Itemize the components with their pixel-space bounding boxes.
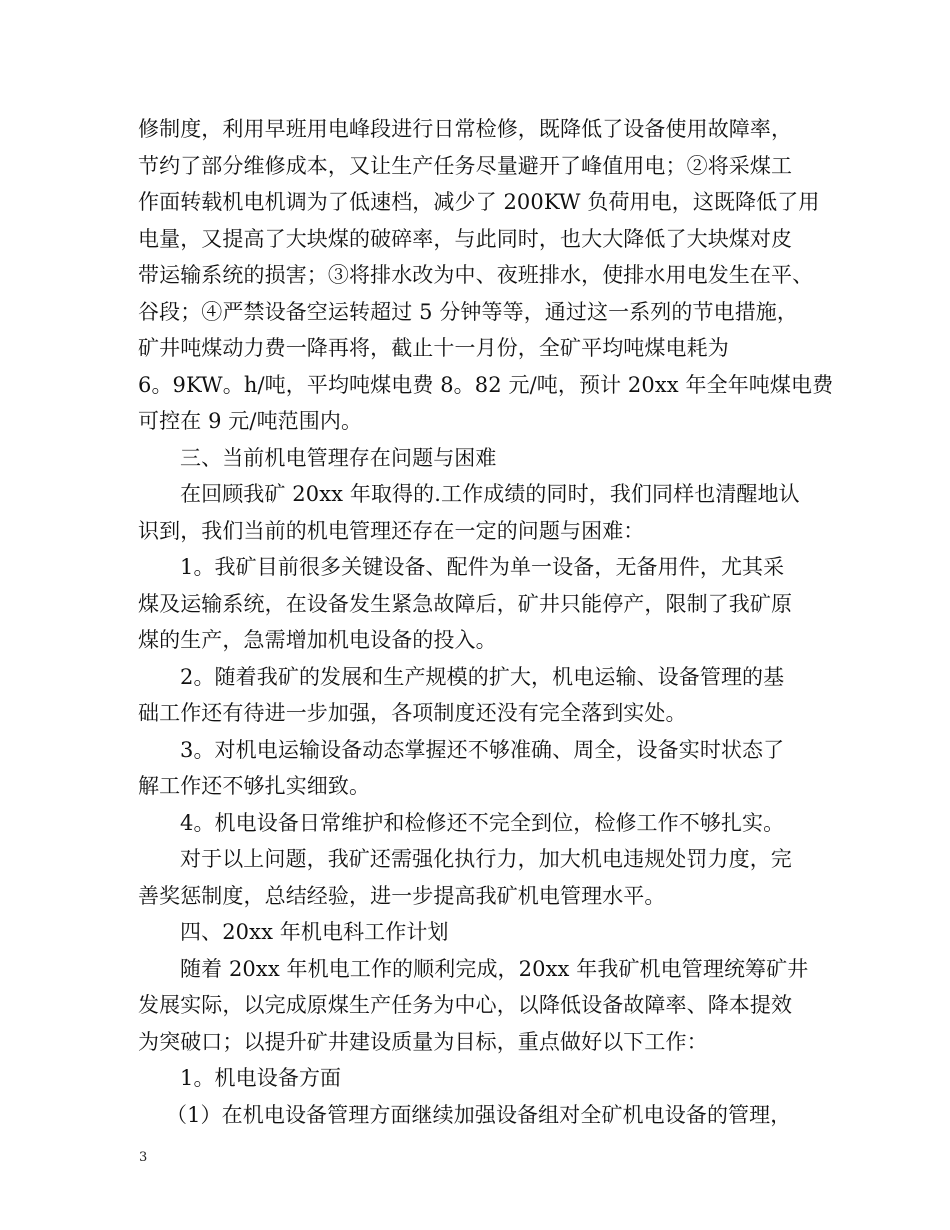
text-line: 作面转载机电机调为了低速档，减少了 200KW 负荷用电，这既降低了用: [138, 190, 820, 214]
section-heading: 四、20xx 年机电科工作计划: [180, 920, 449, 944]
page-number: 3: [139, 1150, 148, 1165]
list-item: 2。随着我矿的发展和生产规模的扩大，机电运输、设备管理的基: [180, 664, 785, 689]
text-line: 6。9KW。h/吨，平均吨煤电费 8。82 元/吨，预计 20xx 年全年吨煤电费: [138, 372, 834, 397]
text-line: 修制度，利用早班用电峰段进行日常检修，既降低了设备使用故障率，: [138, 117, 793, 141]
text-line: 善奖惩制度，总结经验，进一步提高我矿机电管理水平。: [138, 883, 666, 908]
section-heading: 三、当前机电管理存在问题与困难: [180, 445, 497, 470]
text-line: 础工作还有待进一步加强，各项制度还没有完全落到实处。: [138, 701, 687, 725]
body-text: [138, 111, 834, 1133]
text-line: 煤的生产，急需增加机电设备的投入。: [138, 628, 497, 652]
text-line: 为突破口；以提升矿井建设质量为目标，重点做好以下工作：: [138, 1029, 708, 1054]
text-line: 发展实际，以完成原煤生产任务为中心，以降低设备故障率、降本提效: [138, 993, 793, 1017]
subsection-heading: 1。机电设备方面: [180, 1066, 342, 1090]
list-item: （1）在机电设备管理方面继续加强设备组对全矿机电设备的管理，: [166, 1102, 792, 1127]
text-line: 可控在 9 元/吨范围内。: [138, 409, 363, 433]
text-line: 解工作还不够扎实细致。: [138, 774, 371, 798]
text-line: 煤及运输系统，在设备发生紧急故障后，矿井只能停产，限制了我矿原: [138, 591, 793, 616]
text-line: 矿井吨煤动力费一降再将，截止十一月份，全矿平均吨煤电耗为: [138, 336, 729, 360]
text-line: 识到，我们当前的机电管理还存在一定的问题与困难：: [138, 518, 645, 543]
text-line: 节约了部分维修成本，又让生产任务尽量避开了峰值用电；②将采煤工: [138, 153, 793, 178]
text-line: 谷段；④严禁设备空运转超过 5 分钟等等，通过这一系列的节电措施，: [138, 299, 799, 324]
text-line: 对于以上问题，我矿还需强化执行力，加大机电违规处罚力度，完: [180, 847, 792, 871]
text-line: 随着 20xx 年机电工作的顺利完成，20xx 年我矿机电管理统筹矿井: [180, 956, 809, 981]
text-line: 电量，又提高了大块煤的破碎率，与此同时，也大大降低了大块煤对皮: [138, 226, 793, 251]
list-item: 3。对机电运输设备动态掌握还不够准确、周全，设备实时状态了: [180, 737, 785, 762]
text-line: 带运输系统的损害；③将排水改为中、夜班排水，使排水用电发生在平、: [138, 263, 814, 287]
list-item: 4。机电设备日常维护和检修还不完全到位，检修工作不够扎实。: [180, 810, 785, 835]
list-item: 1。我矿目前很多关键设备、配件为单一设备，无备用件，尤其采: [180, 555, 785, 579]
text-line: 在回顾我矿 20xx 年取得的.工作成绩的同时，我们同样也清醒地认: [180, 482, 800, 506]
